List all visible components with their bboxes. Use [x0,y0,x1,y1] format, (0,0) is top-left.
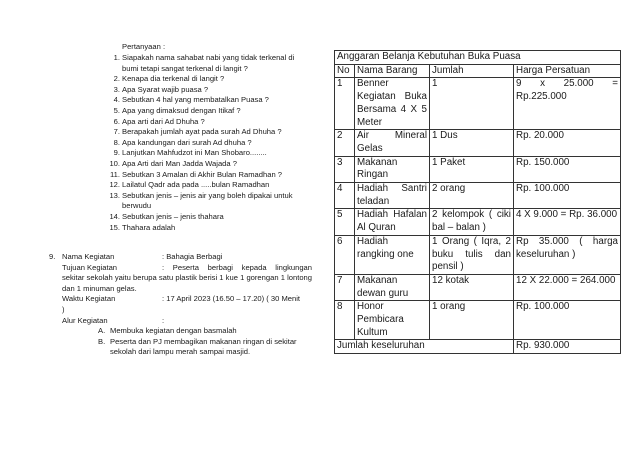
table-row [335,183,621,209]
activity-flow-list [62,326,312,358]
cell-unit-price: Rp 35.000 ( harga keseluruhan ) [514,235,621,274]
question-item [107,180,309,191]
header-no: No [335,64,355,78]
cell-unit-price: 9 x 25.000 = Rp.225.000 [514,78,621,130]
cell-quantity: 12 kotak [430,274,514,300]
question-number: 11. [110,169,120,179]
question-text: Siapakah nama sahabat nabi yang tidak terkenal di bumi tetapi sangat terkenal di langit ? [122,53,295,73]
budget-table [334,50,621,354]
budget-total-value: Rp. 930.000 [514,340,621,354]
question-text: Apa Arti dari Man Jadda Wajada ? [122,158,237,168]
header-item-name: Nama Barang [355,64,430,78]
header-unit-price: Harga Persatuan [514,64,621,78]
cell-quantity: 1 Dus [430,130,514,156]
activity-name-row [62,252,312,263]
question-text: Apa yang dimaksud dengan Itikaf ? [122,105,241,115]
question-number: 15. [109,222,120,232]
activity-flow-label: Alur Kegiatan [62,315,108,325]
flow-step-text: Membuka kegiatan dengan basmalah [110,326,237,336]
question-number: 6. [113,116,120,126]
activity-name-value: : Bahagia Berbagi [162,252,223,261]
cell-quantity: 1 Orang ( Iqra, 2 buku tulis dan pensil ) [430,235,514,274]
header-quantity: Jumlah [430,64,514,78]
cell-no: 5 [335,209,355,235]
cell-no: 8 [335,301,355,340]
budget-title-row [335,51,621,65]
question-text: Sebutkan jenis – jenis thahara [122,211,224,221]
budget-section [334,50,620,354]
cell-unit-price: Rp. 100.000 [514,183,621,209]
question-number: 5. [113,105,120,115]
flow-step [98,326,312,337]
question-text: Lanjutkan Mahfudzot ini Man Shobaro........ [122,148,267,158]
activity-time-label: Waktu Kegiatan [62,294,116,304]
activity-name-label: Nama Kegiatan [62,252,115,261]
table-row [335,235,621,274]
question-text: Thahara adalah [122,222,176,232]
table-row [335,274,621,300]
question-item [107,53,309,74]
budget-total-row [335,340,621,354]
budget-header-row [335,64,621,78]
question-number: 2. [113,74,120,84]
question-number: 8. [113,137,120,147]
question-text: Sebutkan 3 Amalan di Akhir Bulan Ramadhan ? [122,169,282,179]
question-text: Apa arti dari Ad Dhuha ? [122,116,205,126]
question-item [107,85,309,96]
question-number: 12. [109,180,120,190]
flow-step [98,337,312,358]
questions-list [107,53,309,233]
question-item [107,212,309,223]
question-item [107,223,309,234]
cell-unit-price: Rp. 100.000 [514,301,621,340]
question-number: 9. [113,148,120,158]
question-text: Apa kandungan dari surah Ad dhuha ? [122,137,252,147]
cell-item-name: Air Mineral Gelas [355,130,430,156]
activity-purpose-value: : Peserta berbagi kepada lingkungan [162,262,312,272]
activity-flow-colon: : [162,315,165,325]
question-number: 7. [113,127,120,137]
activity-purpose-label: Tujuan Kegiatan [62,262,118,272]
table-row [335,156,621,182]
question-item [107,95,309,106]
cell-no: 4 [335,183,355,209]
budget-table-body [335,78,621,340]
cell-item-name: Benner Kegiatan Buka Bersama 4 X 5 Meter [355,78,430,130]
question-item [107,170,309,181]
cell-no: 1 [335,78,355,130]
question-text: Apa Syarat wajib puasa ? [122,84,209,94]
cell-unit-price: 12 X 22.000 = 264.000 [514,274,621,300]
section-number: 9. [49,252,56,261]
question-text: Kenapa dia terkenal di langit ? [122,74,225,84]
question-number: 3. [113,84,120,94]
question-text: Sebutkan jenis – jenis air yang boleh dipakai untuk berwudu [122,190,293,211]
questions-heading: Pertanyaan : [122,42,166,51]
cell-no: 7 [335,274,355,300]
question-number: 4. [113,95,120,105]
question-number: 13. [109,190,120,200]
cell-quantity: 2 orang [430,183,514,209]
cell-quantity: 1 orang [430,301,514,340]
budget-total-label: Jumlah keseluruhan [335,340,514,354]
question-item [107,191,309,212]
question-item [107,138,309,149]
cell-item-name: Hadiah Santri teladan [355,183,430,209]
cell-no: 2 [335,130,355,156]
cell-no: 6 [335,235,355,274]
question-item [107,106,309,117]
cell-item-name: Makanan dewan guru [355,274,430,300]
table-row [335,130,621,156]
activity-time-row [62,294,312,305]
cell-quantity: 1 Paket [430,156,514,182]
flow-step-text: Peserta dan PJ membagikan makanan ringan di sekitar sekolah dari lampu merah sampai masjid. [110,336,297,357]
question-item [107,74,309,85]
flow-step-letter: A. [98,326,106,336]
flow-step-letter: B. [98,336,106,346]
cell-unit-price: 4 X 9.000 = Rp. 36.000 [514,209,621,235]
question-number: 1. [113,53,120,62]
question-text: Berapakah jumlah ayat pada surah Ad Dhuha ? [122,127,282,137]
activity-section [49,252,312,358]
table-row [335,78,621,130]
question-number: 10. [109,158,120,168]
cell-unit-price: Rp. 20.000 [514,130,621,156]
question-number: 14. [109,211,120,221]
activity-flow-row [62,316,312,327]
question-item [107,159,309,170]
question-item [107,127,309,138]
budget-title: Anggaran Belanja Kebutuhan Buka Puasa [335,51,621,65]
cell-unit-price: Rp. 150.000 [514,156,621,182]
cell-item-name: Makanan Ringan [355,156,430,182]
question-item [107,148,309,159]
activity-time-continued: ) [62,304,65,314]
activity-time-value: : 17 April 2023 (16.50 – 17.20) ( 30 Menit [162,294,301,304]
table-row [335,301,621,340]
cell-item-name: Honor Pembicara Kultum [355,301,430,340]
question-item [107,117,309,128]
activity-purpose-continued: sekitar sekolah yaitu berupa satu plastik berisi 1 kue 1 gorengan 1 lontong dan 1 minuman gelas. [62,273,312,293]
table-row [335,209,621,235]
cell-quantity: 2 kelompok ( ciki bal – balan ) [430,209,514,235]
question-text: Lailatul Qadr ada pada .....bulan Ramadhan [122,180,270,190]
activity-purpose-row [62,263,312,274]
question-text: Sebutkan 4 hal yang membatalkan Puasa ? [122,95,269,105]
cell-quantity: 1 [430,78,514,130]
cell-item-name: Hadiah Hafalan Al Quran [355,209,430,235]
cell-no: 3 [335,156,355,182]
cell-item-name: Hadiah rangking one [355,235,430,274]
